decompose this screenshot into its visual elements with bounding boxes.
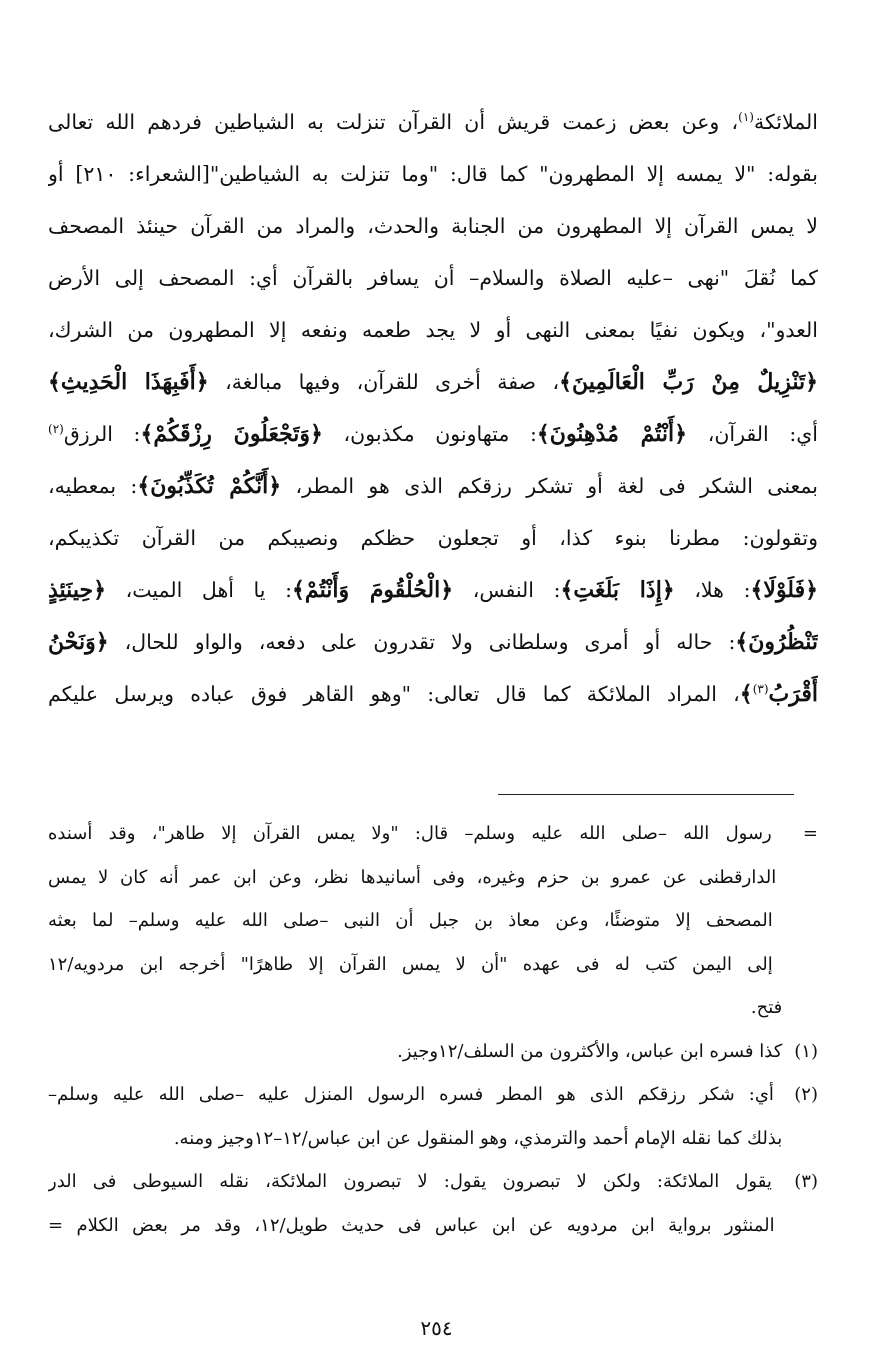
text-line bbox=[48, 668, 818, 720]
text-segment: بقوله: "لا يمسه إلا المطهرون" كما قال: "وما تنزلت به الشياطين"[الشعراء: ٢١٠] أو bbox=[48, 162, 818, 186]
text-line bbox=[48, 200, 818, 252]
quran-quote: ﴿حِينَئِذٍ bbox=[48, 577, 106, 603]
quran-quote: ﴿تَنْزِيلٌ مِنْ رَبِّ الْعَالَمِينَ﴾ bbox=[559, 369, 818, 395]
text-line bbox=[48, 148, 818, 200]
quran-quote: ﴿فَلَوْلَا﴾ bbox=[750, 577, 818, 603]
text-segment: وتقولون: مطرنا بنوء كذا، أو تجعلون حظكم ونصيبكم من القرآن تكذيبكم، bbox=[48, 526, 818, 550]
footnote-ref: (٢) bbox=[48, 422, 64, 437]
footnote-line bbox=[48, 856, 818, 900]
footnote-line bbox=[48, 899, 818, 943]
footnote-text: كذا فسره ابن عباس، والأكثرون من السلف/١٢وجيز. bbox=[397, 1040, 783, 1062]
text-segment: الملائكة bbox=[753, 110, 818, 134]
footnote-text: فتح. bbox=[750, 997, 783, 1018]
text-segment: : هلا، bbox=[674, 578, 751, 602]
quran-quote: ﴿الْحُلْقُومَ وَأَنْتُمْ﴾ bbox=[292, 577, 454, 603]
text-line bbox=[48, 460, 818, 512]
footnote-line bbox=[48, 1073, 818, 1117]
text-segment: ، وعن بعض زعمت قريش أن القرآن تنزلت به الشياطين فردهم الله تعالى bbox=[48, 110, 739, 134]
quran-quote: ﴿أَفَبِهَذَا الْحَدِيثِ﴾ bbox=[48, 369, 209, 395]
footnote-ref: (١) bbox=[738, 110, 754, 125]
footnote-text: أي: شكر رزقكم الذى هو المطر فسره الرسول المنزل عليه –صلى الله عليه وسلم– bbox=[48, 1084, 774, 1105]
text-segment: لا يمس القرآن إلا المطهرون من الجنابة والحدث، والمراد من القرآن حينئذ المصحف bbox=[48, 214, 818, 238]
text-segment: بمعنى الشكر فى لغة أو تشكر رزقكم الذى هو المطر، bbox=[281, 474, 818, 498]
footnote-marker: (٢) bbox=[794, 1084, 818, 1105]
text-line bbox=[48, 408, 818, 460]
text-segment: العدو"، ويكون نفيًا بمعنى النهى أو لا يجد طعمه ونفعه إلا المطهرون من الشرك، bbox=[48, 318, 818, 342]
text-line bbox=[48, 564, 818, 616]
footnote-line bbox=[48, 1117, 818, 1161]
footnote-text: يقول الملائكة: ولكن لا تبصرون يقول: لا تبصرون الملائكة، نقله السيوطى فى الدر bbox=[48, 1171, 772, 1192]
footnote-line bbox=[48, 812, 818, 856]
text-segment: ، المراد الملائكة كما قال تعالى: "وهو القاهر فوق عباده ويرسل عليكم bbox=[48, 682, 740, 706]
footnote-line bbox=[48, 1160, 818, 1204]
text-line bbox=[48, 512, 818, 564]
quran-quote: ﴾ bbox=[739, 681, 753, 707]
footnote-marker: = bbox=[802, 823, 818, 844]
quran-quote: تَنْظُرُونَ﴾ bbox=[735, 629, 818, 655]
main-text bbox=[48, 96, 818, 720]
text-line bbox=[48, 252, 818, 304]
quran-quote: ﴿وَتَجْعَلُونَ رِزْقَكُمْ﴾ bbox=[140, 421, 323, 447]
footnote-separator bbox=[498, 794, 794, 795]
footnote-ref: (٣) bbox=[752, 682, 769, 697]
text-line bbox=[48, 356, 818, 408]
text-segment: : النفس، bbox=[453, 578, 561, 602]
text-segment: كما نُقلَ "نهى –عليه الصلاة والسلام– أن يسافر بالقرآن أي: المصحف إلى الأرض bbox=[48, 266, 818, 290]
quran-quote: ﴿إِذَا بَلَغَتِ﴾ bbox=[560, 577, 675, 603]
text-segment: ، صفة أخرى للقرآن، وفيها مبالغة، bbox=[208, 370, 560, 394]
footnote-line bbox=[48, 943, 818, 987]
text-segment: : حاله أو أمرى وسلطانى ولا تقدرون على دفعه، والواو للحال، bbox=[108, 630, 736, 654]
footnote-text: بذلك كما نقله الإمام أحمد والترمذي، وهو المنقول عن ابن عباس/١٢–١٢وجيز ومنه. bbox=[173, 1127, 783, 1149]
footnotes bbox=[48, 812, 818, 1247]
text-line bbox=[48, 616, 818, 668]
footnote-text: المصحف إلا متوضئًا، وعن معاذ بن جبل أن النبى –صلى الله عليه وسلم– لما بعثه bbox=[48, 910, 773, 931]
text-segment: : متهاونون مكذبون، bbox=[322, 422, 537, 446]
text-segment: : الرزق bbox=[63, 422, 141, 446]
text-segment: : بمعطيه، bbox=[48, 474, 138, 498]
quran-quote: أَقْرَبُ bbox=[768, 681, 818, 707]
text-line bbox=[48, 96, 818, 148]
text-segment: : يا أهل الميت، bbox=[105, 578, 293, 602]
footnote-marker: (١) bbox=[794, 1040, 818, 1062]
text-line bbox=[48, 304, 818, 356]
footnote-text: رسول الله –صلى الله عليه وسلم– قال: "ولا يمس القرآن إلا طاهر"، وقد أسنده bbox=[48, 823, 772, 844]
text-segment: أي: القرآن، bbox=[687, 422, 818, 446]
footnote-text: إلى اليمن كتب له فى عهده "أن لا يمس القرآن إلا طاهرًا" أخرجه ابن مردويه/١٢ bbox=[48, 953, 773, 975]
quran-quote: ﴿وَنَحْنُ bbox=[48, 629, 109, 655]
footnote-text: المنثور برواية ابن مردويه عن ابن عباس فى حديث طويل/١٢، وقد مر بعض الكلام = bbox=[48, 1214, 775, 1236]
quran-quote: ﴿أَنَّكُمْ تُكَذِّبُونَ﴾ bbox=[137, 473, 282, 499]
quran-quote: ﴿أَنْتُمْ مُدْهِنُونَ﴾ bbox=[536, 421, 688, 447]
footnote-marker: (٣) bbox=[794, 1171, 818, 1192]
footnote-line bbox=[48, 1030, 818, 1074]
page-number: ٢٥٤ bbox=[420, 1316, 453, 1340]
footnote-line bbox=[48, 1204, 818, 1248]
footnote-text: الدارقطنى عن عمرو بن حزم وغيره، وفى أسانيدها نظر، وعن ابن عمر أنه كان لا يمس bbox=[48, 866, 777, 888]
footnote-line bbox=[48, 986, 818, 1030]
